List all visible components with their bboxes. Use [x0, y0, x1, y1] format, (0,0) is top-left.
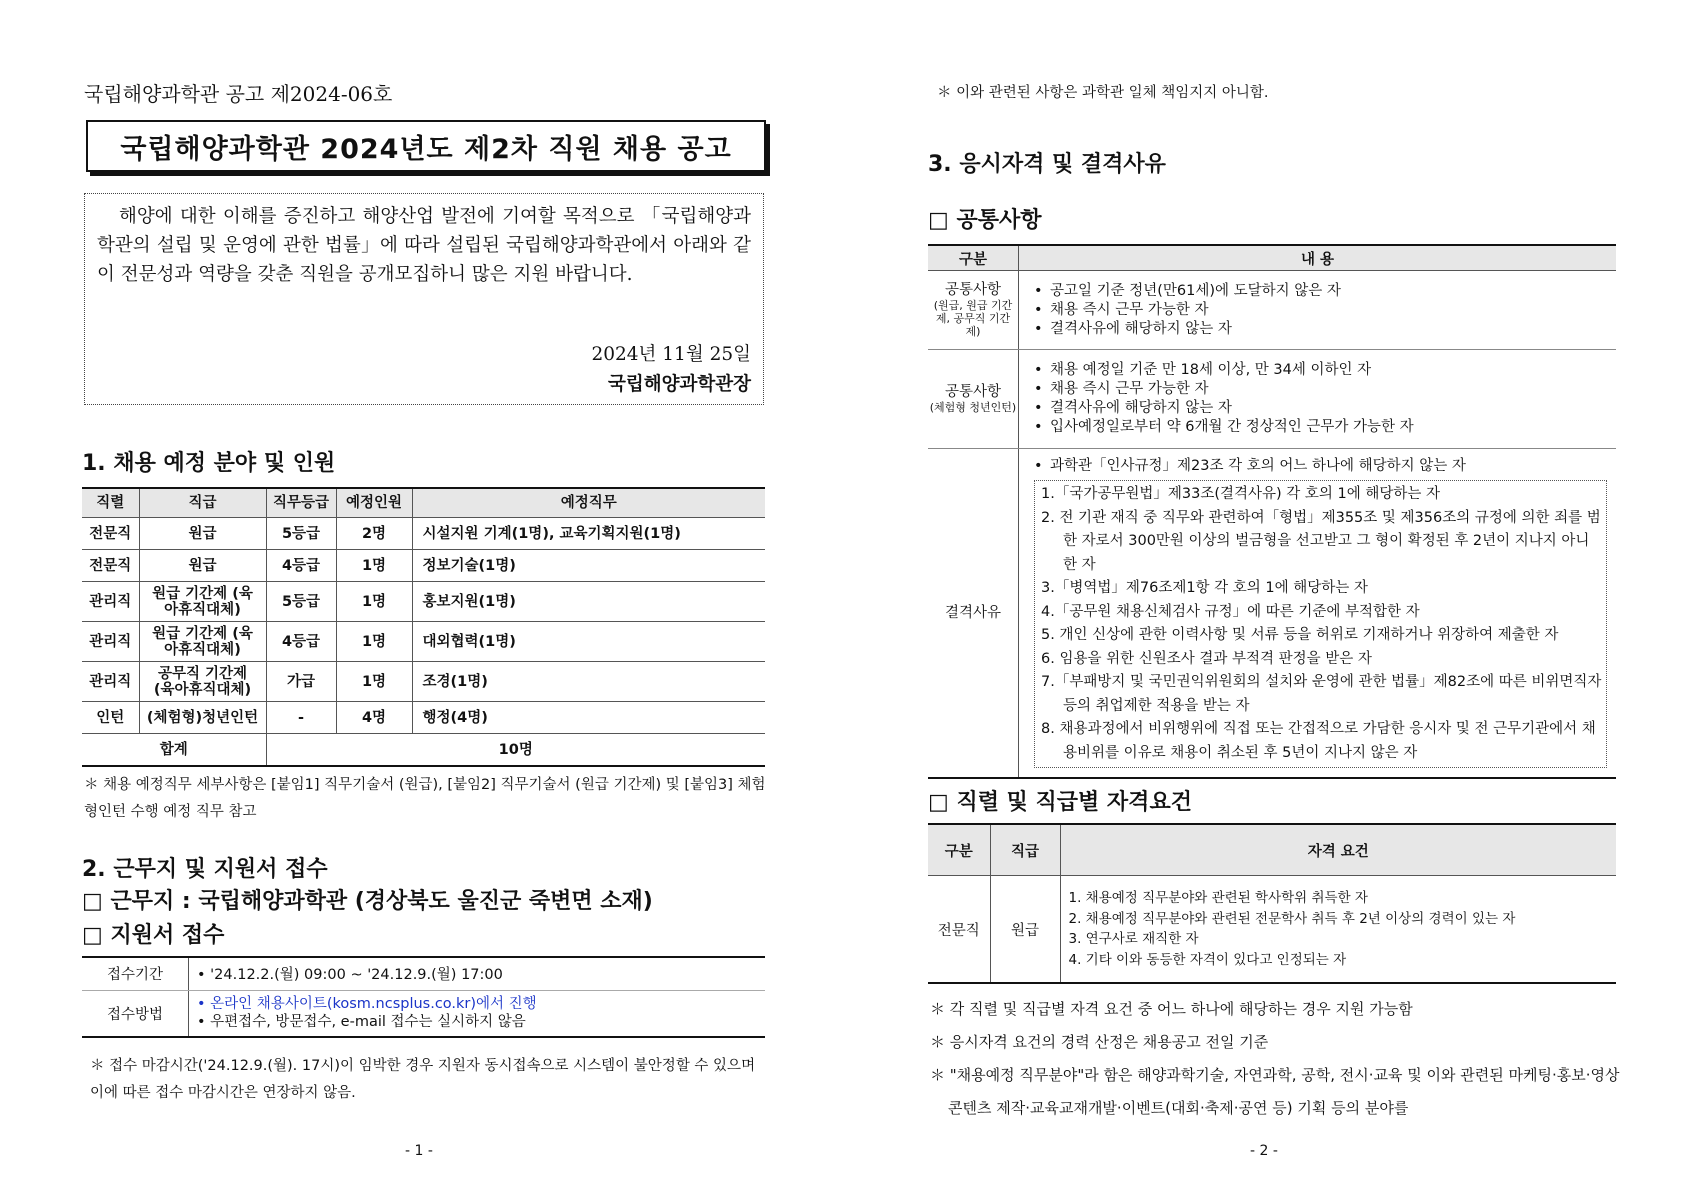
requirements-cell: [1060, 876, 1616, 984]
list-item: 3. 연구사로 재직한 자: [1068, 931, 1199, 947]
list-item: 7.「부패방지 및 국민권익위원회의 설치와 운영에 관한 법률」제82조에 따른 비위면직자 등의 취업제한 적용을 받는 자: [1041, 674, 1602, 714]
table-header-row: [928, 245, 1616, 271]
table-header: 예정인원: [336, 488, 412, 518]
notice-number: 국립해양과학관 공고 제2024-06호: [84, 82, 393, 106]
list-item: • 채용 즉시 근무 가능한 자: [1034, 380, 1615, 399]
list-item: • 채용 즉시 근무 가능한 자: [1034, 301, 1615, 320]
table-header-row: [928, 824, 1616, 876]
table-cell: 전문직: [928, 876, 990, 984]
table-header: 자격 요건: [1060, 824, 1616, 876]
list-item: • 결격사유에 해당하지 않는 자: [1034, 320, 1615, 339]
table-cell: (체험형)청년인턴: [139, 702, 266, 734]
table-cell: 1명: [336, 550, 412, 582]
table-header: 구분: [928, 245, 1019, 271]
intro-text: 해양에 대한 이해를 증진하고 해양산업 발전에 기여할 목적으로 「국립해양과학관의 설립 및 운영에 관한 법률」에 따라 설립된 국립해양과학관에서 아래와 같이 전문성과 역량을 갖춘 직원을 공개모집하니 많은 지원 바랍니다.: [97, 206, 751, 285]
table-row: [928, 876, 1616, 984]
table-cell: 인턴: [82, 702, 139, 734]
bottom-notes: [930, 993, 1620, 1125]
table-cell: 5등급: [266, 582, 336, 622]
period-text: '24.12.2.(월) 09:00 ~ '24.12.9.(월) 17:00: [210, 967, 503, 984]
table-cell: 가급: [266, 662, 336, 702]
qualification-title: □ 직렬 및 직급별 자격요건: [928, 790, 1192, 815]
eligibility-table: [928, 244, 1616, 779]
list-item: 2. 채용예정 직무분야와 관련된 전문학사 취득 후 2년 이상의 경력이 있는 자: [1068, 910, 1516, 927]
table-footnote: ＊ 채용 예정직무 세부사항은 [붙임1] 직무기술서 (원급), [붙임2] 직무기술서 (원급 기간제) 및 [붙임3] 체험형인턴 수행 예정 직무 참고: [84, 777, 766, 820]
table-row: [928, 271, 1616, 350]
table-cell: 4명: [336, 702, 412, 734]
table-cell: 조경(1명): [412, 662, 765, 702]
total-value: 10명: [266, 734, 765, 767]
table-cell: 원급: [990, 876, 1060, 984]
page-title: 국립해양과학관 2024년도 제2차 직원 채용 공고: [86, 120, 766, 172]
table-header: 구분: [928, 824, 990, 876]
table-cell: 원급 기간제 (육아휴직대체): [139, 582, 266, 622]
page-number: - 2 -: [1250, 1143, 1278, 1159]
offline-text: 우편접수, 방문접수, e-mail 접수는 실시하지 않음: [210, 1014, 526, 1031]
note-item: ＊ 각 직렬 및 직급별 자격 요건 중 어느 하나에 해당하는 경우 지원 가능함: [930, 1000, 1413, 1018]
row-label-text: 공통사항: [944, 282, 1002, 298]
online-site-link[interactable]: 온라인 채용사이트(kosm.ncsplus.co.kr)에서 진행: [210, 996, 537, 1013]
row-label: [928, 449, 1019, 779]
table-row: [82, 662, 765, 702]
list-item: 2. 전 기관 재직 중 직무와 관련하여「형법」제355조 및 제356조의 규정에 의한 죄를 범한 자로서 300만원 이상의 벌금형을 선고받고 그 형이 확정된 후 2년이 지나지 아니한 자: [1041, 509, 1601, 573]
workplace-line: □ 근무지 : 국립해양과학관 (경상북도 울진군 죽변면 소재): [82, 889, 653, 914]
qualification-table: [928, 823, 1616, 984]
deadline-note: ＊ 접수 마감시간('24.12.9.(월). 17시)이 임박한 경우 지원자 동시접속으로 시스템이 불안정할 수 있으며 이에 따른 접수 마감시간은 연장하지 않음.: [90, 1058, 756, 1101]
recruitment-table: [82, 487, 765, 767]
list-item: • 입사예정일로부터 약 6개월 간 정상적인 근무가 가능한 자: [1034, 418, 1615, 437]
disqualification-box: [1034, 480, 1607, 768]
method-offline: • 우편접수, 방문접수, e-mail 접수는 실시하지 않음: [197, 1014, 526, 1031]
table-cell: -: [266, 702, 336, 734]
list-item: • 채용 예정일 기준 만 18세 이상, 만 34세 이하인 자: [1034, 361, 1615, 380]
section-1-title: 1. 채용 예정 분야 및 인원: [82, 451, 336, 476]
intro-box: [84, 193, 764, 405]
row-label-text: 결격사유: [944, 604, 1002, 621]
period-label: 접수기간: [82, 957, 189, 990]
table-cell: 원급 기간제 (육아휴직대체): [139, 622, 266, 662]
table-cell: 행정(4명): [412, 702, 765, 734]
page-number: - 1 -: [405, 1143, 433, 1159]
table-cell: 관리직: [82, 622, 139, 662]
note-item: ＊ "채용예정 직무분야"라 함은 해양과학기술, 자연과학, 공학, 전시·교육 및 이와 관련된 마케팅·홍보·영상 콘텐츠 제작·교육교재개발·이벤트(대회·축제·공연 등) 기획 등의 분야를: [930, 1066, 1620, 1117]
application-table: [82, 956, 765, 1038]
table-cell: 전문직: [82, 550, 139, 582]
row-label-text: 공통사항: [944, 384, 1002, 400]
table-cell: 4등급: [266, 550, 336, 582]
table-cell: 1명: [336, 582, 412, 622]
table-cell: 5등급: [266, 518, 336, 550]
table-header: 예정직무: [412, 488, 765, 518]
list-item: 4. 기타 이와 동등한 자격이 있다고 인정되는 자: [1068, 951, 1347, 968]
table-header: 내 용: [1019, 245, 1617, 271]
row-content: [1019, 350, 1617, 449]
section-2-title: 2. 근무지 및 지원서 접수: [82, 857, 328, 882]
table-cell: 관리직: [82, 582, 139, 622]
list-item: 3.「병역법」제76조제1항 각 호의 1에 해당하는 자: [1041, 580, 1368, 596]
total-label: 합계: [82, 734, 266, 767]
list-item: 1. 채용예정 직무분야와 관련된 학사학위 취득한 자: [1068, 890, 1368, 906]
table-cell: 2명: [336, 518, 412, 550]
table-header: 직급: [990, 824, 1060, 876]
table-cell: 1명: [336, 622, 412, 662]
table-cell: 시설지원 기계(1명), 교육기획지원(1명): [412, 518, 765, 550]
list-item: 1.「국가공무원법」제33조(결격사유) 각 호의 1에 해당하는 자: [1041, 486, 1441, 502]
table-row: [82, 550, 765, 582]
table-row: [82, 702, 765, 734]
table-cell: 원급: [139, 518, 266, 550]
table-cell: 4등급: [266, 622, 336, 662]
list-item: 4.「공무원 채용신체검사 규정」에 따른 기준에 부적합한 자: [1041, 603, 1420, 620]
table-row: [928, 350, 1616, 449]
notice-date: 2024년 11월 25일: [591, 344, 751, 365]
list-item: • 결격사유에 해당하지 않는 자: [1034, 399, 1615, 418]
table-cell: 원급: [139, 550, 266, 582]
table-row: [82, 622, 765, 662]
common-title: □ 공통사항: [928, 208, 1042, 233]
method-label: 접수방법: [82, 990, 189, 1037]
list-item: 5. 개인 신상에 관한 이력사항 및 서류 등을 허위로 기재하거나 위장하여 제출한 자: [1041, 627, 1559, 643]
row-label: [928, 350, 1019, 449]
row-content: [1019, 271, 1617, 350]
table-cell: 1명: [336, 662, 412, 702]
table-total-row: [82, 734, 765, 767]
application-title: □ 지원서 접수: [82, 923, 225, 948]
table-header: 직무등급: [266, 488, 336, 518]
table-cell: 전문직: [82, 518, 139, 550]
table-row: [928, 449, 1616, 779]
table-header-row: [82, 488, 765, 518]
row-label-sub: (원급, 원급 기간제, 공무직 기간제): [933, 299, 1013, 338]
period-value: • '24.12.2.(월) 09:00 ~ '24.12.9.(월) 17:00: [189, 957, 766, 990]
table-row: [82, 582, 765, 622]
table-header: 직급: [139, 488, 266, 518]
issuer-name: 국립해양과학관장: [608, 374, 751, 395]
list-item: • 공고일 기준 정년(만61세)에 도달하지 않은 자: [1034, 282, 1615, 301]
note-item: ＊ 응시자격 요건의 경력 산정은 채용공고 전일 기준: [930, 1033, 1269, 1051]
table-cell: 공무직 기간제 (육아휴직대체): [139, 662, 266, 702]
list-item: 6. 임용을 위한 신원조사 결과 부적격 판정을 받은 자: [1041, 650, 1372, 667]
table-row: [82, 957, 765, 990]
top-note: ＊ 이와 관련된 사항은 과학관 일체 책임지지 아니함.: [937, 85, 1269, 101]
method-value: [189, 990, 766, 1037]
table-row: [82, 990, 765, 1037]
list-item: 8. 채용과정에서 비위행위에 직접 또는 간접적으로 가담한 응시자 및 전 근무기관에서 채용비위를 이유로 채용이 취소된 후 5년이 지나지 않은 자: [1041, 721, 1596, 761]
row-label: [928, 271, 1019, 350]
table-cell: 대외협력(1명): [412, 622, 765, 662]
list-item: • 과학관「인사규정」제23조 각 호의 어느 하나에 해당하지 않는 자: [1034, 457, 1615, 476]
table-row: [82, 518, 765, 550]
table-cell: 홍보지원(1명): [412, 582, 765, 622]
table-cell: 관리직: [82, 662, 139, 702]
table-header: 직렬: [82, 488, 139, 518]
table-cell: 정보기술(1명): [412, 550, 765, 582]
row-content: [1019, 449, 1617, 779]
section-3-title: 3. 응시자격 및 결격사유: [928, 152, 1166, 177]
method-online: • 온라인 채용사이트(kosm.ncsplus.co.kr)에서 진행: [197, 996, 537, 1013]
row-label-sub: (체험형 청년인턴): [929, 401, 1017, 414]
